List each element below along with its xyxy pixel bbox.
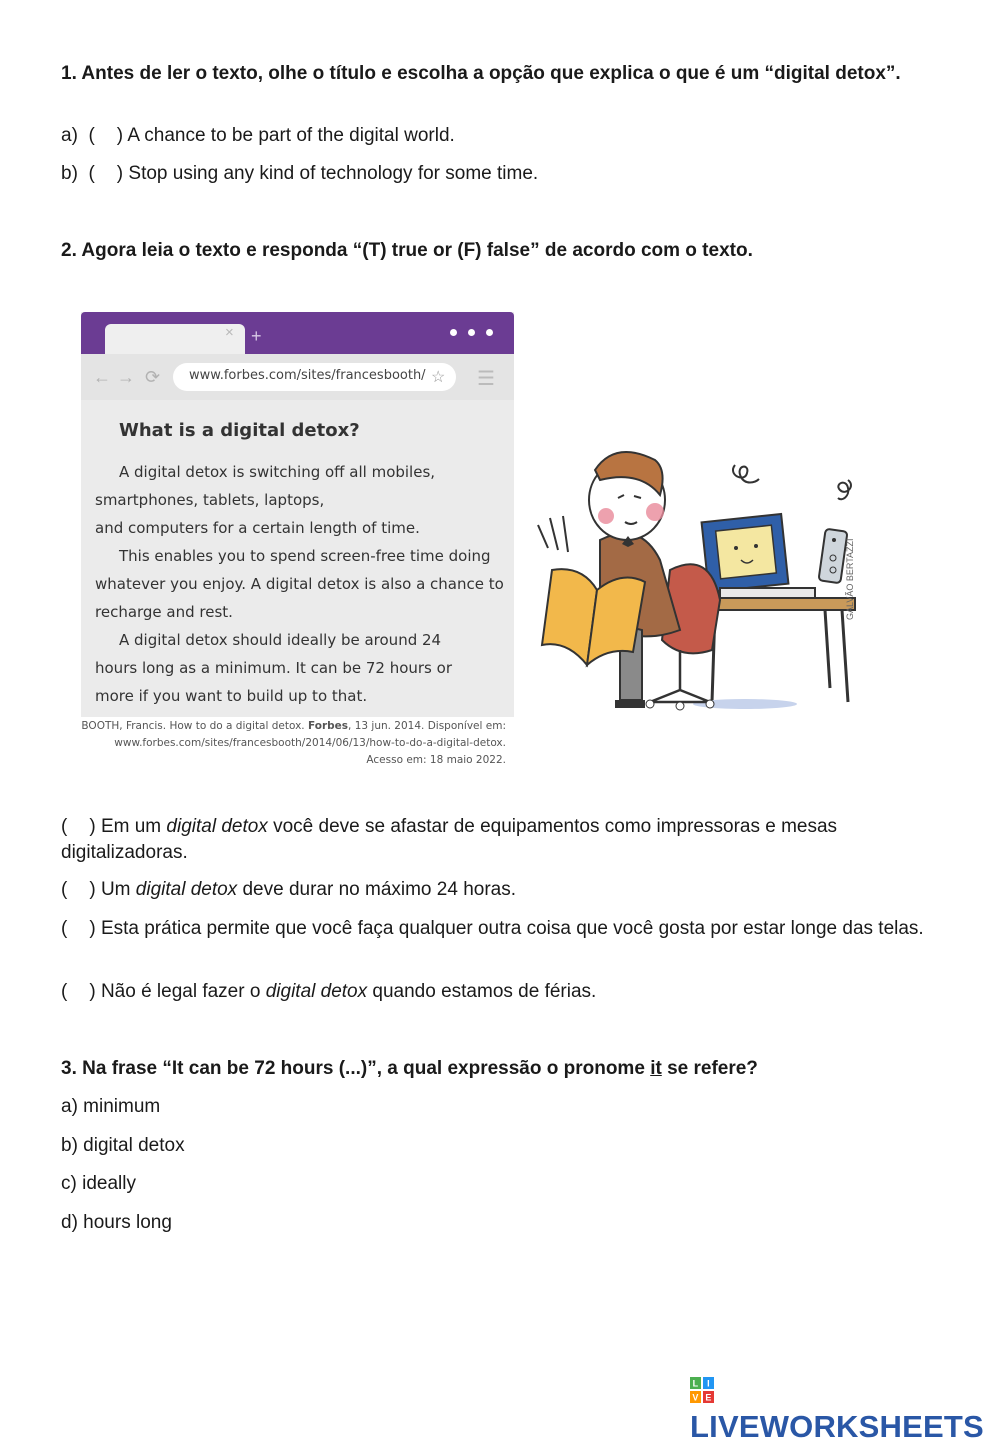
- back-arrow-icon: ←: [93, 367, 111, 387]
- article-line: whatever you enjoy. A digital detox is also a chance to: [95, 575, 504, 593]
- new-tab-icon: +: [251, 326, 262, 346]
- citation-text: BOOTH, Francis. How to do a digital detox.: [81, 720, 305, 732]
- logo-text: LIVEWORKSHEETS: [690, 1409, 984, 1444]
- q3-option-a[interactable]: a) minimum: [61, 1096, 161, 1117]
- q3-option-d[interactable]: d) hours long: [61, 1212, 172, 1233]
- statement-text: Em um: [100, 816, 162, 837]
- hamburger-menu-icon: ☰: [477, 368, 495, 390]
- article-body: [95, 458, 505, 710]
- citation-text: , 13 jun. 2014. Disponível em:: [348, 720, 506, 732]
- answer-box-open[interactable]: (: [88, 163, 95, 184]
- bookmark-star-icon: ☆: [431, 369, 446, 386]
- answer-box-close: ): [89, 981, 96, 1002]
- statement-text: Não é legal fazer o: [100, 981, 261, 1002]
- answer-box-open[interactable]: (: [61, 981, 68, 1002]
- statement-emphasis: digital detox: [166, 816, 268, 837]
- option-text: A chance to be part of the digital world.: [127, 125, 455, 146]
- article-line: A digital detox should ideally be around 24: [119, 631, 442, 649]
- menu-dot-icon: [468, 329, 475, 336]
- address-url: www.forbes.com/sites/francesbooth/: [189, 368, 426, 383]
- statement-text: Esta prática permite que você faça qualquer outra coisa que você gosta por estar longe das telas.: [100, 918, 924, 939]
- statement-text: você deve se afastar de equipamentos como impressoras e mesas digitalizadoras.: [61, 816, 838, 863]
- statement-emphasis: digital detox: [265, 981, 368, 1002]
- logo-mark-letter: L: [692, 1378, 699, 1389]
- liveworksheets-logo-icon: [690, 1377, 714, 1403]
- option-letter: b): [61, 163, 78, 184]
- q3-option-b[interactable]: b) digital detox: [61, 1135, 185, 1156]
- answer-box-close: ): [89, 918, 96, 939]
- article-line: This enables you to spend screen-free time doing: [119, 547, 491, 565]
- menu-dot-icon: [450, 329, 457, 336]
- q3-option-c[interactable]: c) ideally: [61, 1173, 136, 1194]
- logo-mark-letter: I: [707, 1378, 710, 1389]
- statement-3: [61, 916, 941, 942]
- illustration-credit: GALVÃO BERTAZZI: [845, 538, 855, 620]
- question-3-underlined-word: it: [650, 1058, 662, 1079]
- question-3-text: se refere?: [667, 1058, 758, 1079]
- reload-icon: ⟳: [145, 367, 161, 387]
- article-line: recharge and rest.: [95, 603, 233, 621]
- question-3-text: 3. Na frase “It can be 72 hours (...)”, a qual expressão o pronome: [61, 1058, 645, 1079]
- statement-emphasis: digital detox: [135, 879, 238, 900]
- answer-box-open[interactable]: (: [61, 918, 68, 939]
- liveworksheets-logo: [690, 1373, 1000, 1445]
- source-citation: [81, 718, 506, 769]
- question-2-title: 2. Agora leia o texto e responda “(T) true or (F) false” de acordo com o texto.: [61, 240, 753, 261]
- address-bar: [173, 363, 456, 391]
- statement-4: [61, 979, 941, 1005]
- article-line: more if you want to build up to that.: [95, 687, 368, 705]
- article-content: [81, 400, 514, 717]
- answer-box-close: ): [89, 879, 96, 900]
- answer-box-open[interactable]: (: [61, 816, 68, 837]
- answer-box-close: ): [116, 125, 124, 146]
- statement-text: Um: [100, 879, 131, 900]
- option-text: Stop using any kind of technology for some time.: [128, 163, 539, 184]
- statement-text: deve durar no máximo 24 horas.: [242, 879, 517, 900]
- browser-nav-bar: [81, 354, 514, 400]
- article-title: What is a digital detox?: [119, 420, 360, 441]
- answer-box-close: ): [116, 163, 124, 184]
- answer-box-open[interactable]: (: [61, 879, 68, 900]
- q1-option-b: [61, 161, 538, 187]
- logo-mark-letter: V: [692, 1392, 699, 1403]
- question-1-title: 1. Antes de ler o texto, olhe o título e escolha a opção que explica o que é um “digital detox”.: [61, 63, 901, 84]
- close-tab-icon: ×: [225, 324, 234, 341]
- menu-dot-icon: [486, 329, 493, 336]
- statement-1: [61, 814, 941, 866]
- citation-url: www.forbes.com/sites/francesbooth/2014/06/13/how-to-do-a-digital-detox.: [114, 737, 506, 749]
- answer-box-open[interactable]: (: [88, 125, 95, 146]
- article-line: smartphones, tablets, laptops,: [95, 491, 325, 509]
- browser-tab: [105, 324, 245, 354]
- browser-tab-bar: [81, 312, 514, 354]
- reading-man-illustration: [530, 440, 875, 720]
- citation-access: Acesso em: 18 maio 2022.: [366, 754, 506, 766]
- option-letter: a): [61, 125, 78, 146]
- article-line: A digital detox is switching off all mobiles,: [119, 463, 436, 481]
- q1-option-a: [61, 123, 455, 149]
- answer-box-close: ): [89, 816, 96, 837]
- forward-arrow-icon: →: [117, 367, 135, 387]
- question-3-title: [61, 1056, 961, 1082]
- browser-window-image: [81, 312, 514, 717]
- article-line: hours long as a minimum. It can be 72 hours or: [95, 659, 452, 677]
- statement-2: [61, 877, 941, 903]
- logo-mark-letter: E: [705, 1392, 712, 1403]
- citation-bold: Forbes: [308, 720, 349, 732]
- article-line: and computers for a certain length of time.: [95, 519, 420, 537]
- statement-text: quando estamos de férias.: [372, 981, 597, 1002]
